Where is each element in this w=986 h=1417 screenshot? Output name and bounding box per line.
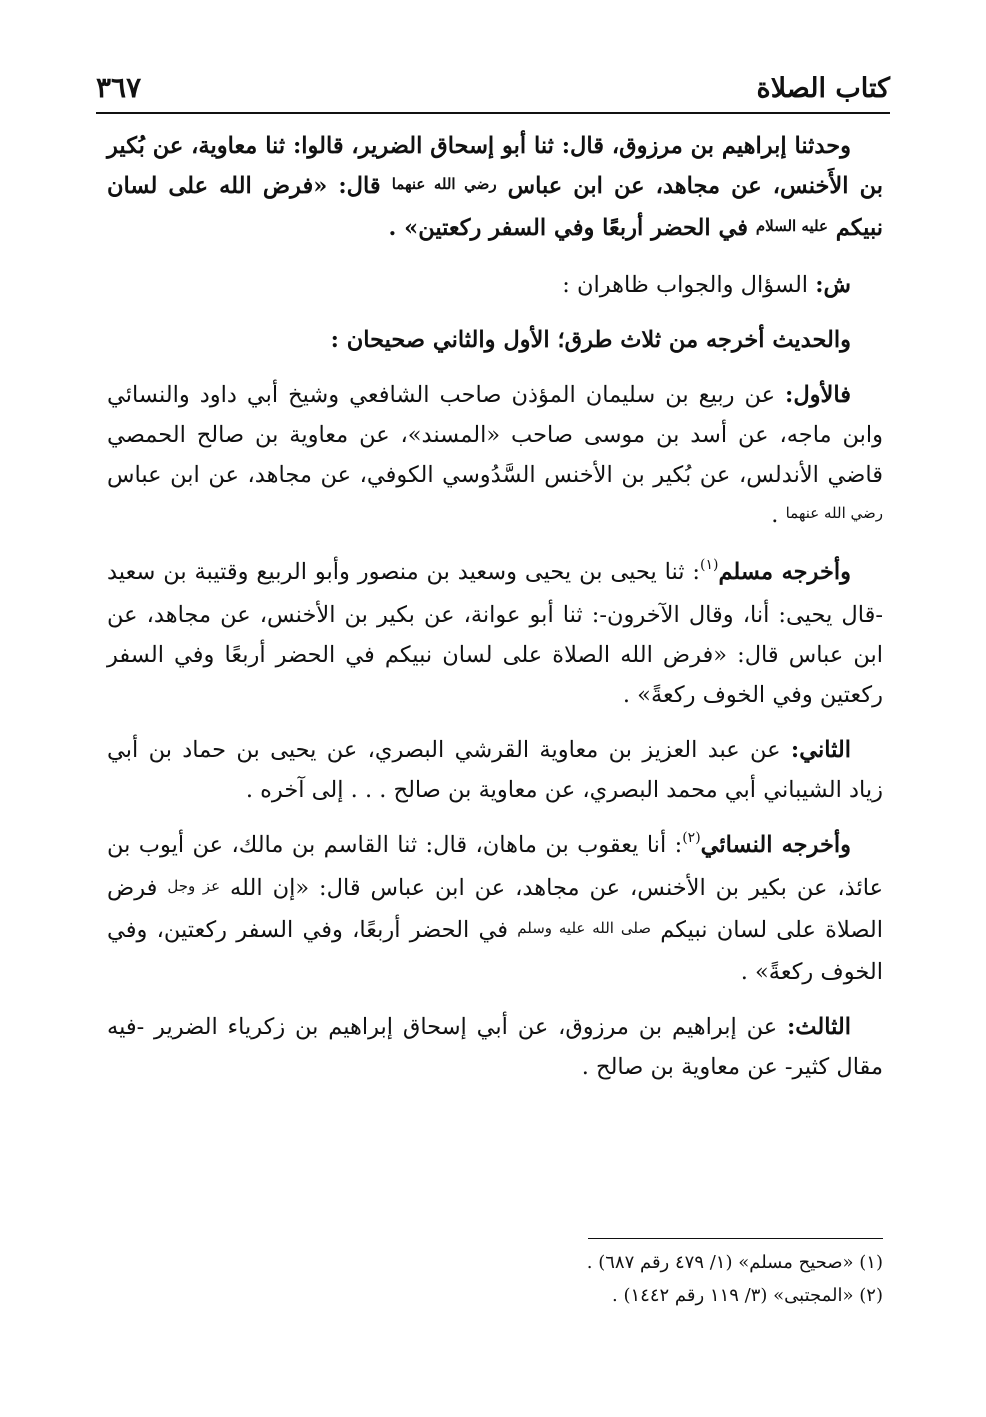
text-segment: : ثنا يحيى بن يحيى وسعيد بن منصور وأبو الربيع وقتيبة بن سعيد -قال يحيى: أنا، وقال الآخرون-: ثنا أبو عوانة، عن بكير بن الأخنس، عن مجاهد، عن ابن عباس قال: «فرض الله الصلاة على لسان نبيكم في الحضر أربعًا وفي السفر ركعتين وفي الخوف ركعةً» . [107,559,883,708]
paragraph-third-chain [107,1007,883,1087]
commentary-marker: ش: [815,272,851,298]
text-segment: وحدثنا إبراهيم بن مرزوق، قال: ثنا أبو إسحاق الضرير، قالوا: ثنا معاوية، عن بُكير بن الأَخنس، عن مجاهد، عن ابن عباس [107,133,883,199]
footnotes [107,1246,883,1312]
text-segment: : أنا يعقوب بن ماهان، قال: ثنا القاسم بن مالك، عن أيوب بن عائذ، عن بكير بن الأخنس، عن مجاهد، عن ابن عباس قال: «إن الله [107,832,884,901]
text-segment: . [771,502,786,528]
honorific-glyph: صلى الله عليه وسلم [517,919,652,937]
paragraph-lead: وأخرجه مسلم [718,559,851,585]
footnote-item: (١) «صحيح مسلم» (١/ ٤٧٩ رقم ٦٨٧) . [586,1252,883,1273]
paragraph-takhrij-intro [107,320,883,360]
text-segment: عن ربيع بن سليمان المؤذن صاحب الشافعي وشيخ أبي داود والنسائي وابن ماجه، عن أسد بن موسى صاحب «المسند»، عن معاوية بن صالح الحمصي قاضي الأندلس، عن بُكير بن الأخنس السَّدُوسي الكوفي، عن مجاهد، عن ابن عباس [107,382,883,488]
text-segment: والحديث أخرجه من ثلاث طرق؛ الأول والثاني صحيحان : [330,327,851,353]
footnote-separator [588,1238,883,1239]
paragraph-first-chain [107,375,883,537]
text-segment: في الحضر أربعًا، وفي السفر ركعتين، وفي الخوف ركعةً» . [107,917,883,985]
text-segment: فرض الصلاة على لسان نبيكم [107,875,884,943]
honorific-glyph: رضي الله عنهما [391,175,497,193]
paragraph-commentary [107,265,883,305]
header-rule [96,112,890,114]
footnote-ref[interactable]: (٢) [682,830,701,846]
text-segment: عن إبراهيم بن مرزوق، عن أبي إسحاق إبراهيم بن زكرياء الضرير -فيه مقال كثير- عن معاوية بن صالح . [107,1014,883,1080]
paragraph-hadith-chain [107,126,883,250]
paragraph-lead: وأخرجه النسائي [700,832,851,858]
page-number: ٣٦٧ [96,71,142,104]
footnote-ref[interactable]: (١) [699,557,719,573]
text-segment: عن عبد العزيز بن معاوية القرشي البصري، عن يحيى بن حماد بن أبي زياد الشيباني أبي محمد البصري، عن معاوية بن صالح . . . إلى آخره . [107,737,883,803]
text-segment: السؤال والجواب ظاهران : [562,272,816,298]
paragraph-lead: فالأول: [785,382,851,408]
honorific-glyph: عز وجل [167,877,221,895]
paragraph-second-chain [107,730,883,810]
paragraph-lead: الثالث: [786,1014,851,1040]
footnote-item: (٢) «المجتبى» (٣/ ١١٩ رقم ١٤٤٢) . [612,1285,883,1306]
text-segment: قال: «فرض الله على لسان نبيكم [107,173,883,241]
honorific-glyph: عليه السلام [755,217,828,235]
paragraph-muslim [107,552,883,715]
running-header [96,58,890,104]
text-segment: في الحضر أربعًا وفي السفر ركعتين» . [388,215,756,241]
honorific-glyph: رضي الله عنهما [785,504,883,522]
chapter-title: كتاب الصلاة [756,73,890,104]
main-text [107,126,883,1102]
paragraph-nasai [107,825,883,992]
paragraph-lead: الثاني: [790,737,851,763]
